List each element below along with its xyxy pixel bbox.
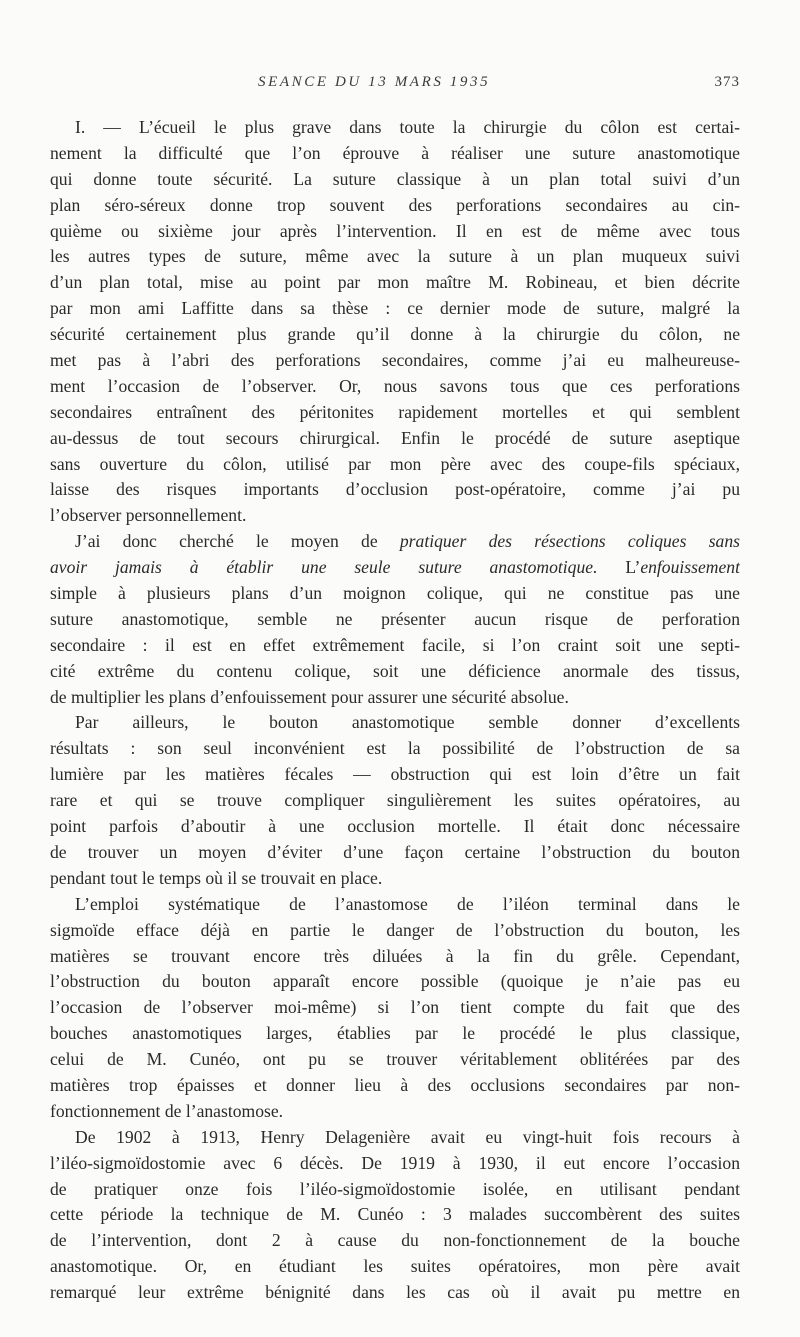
- line-text: au-dessus de tout secours chirurgical. Enfin le procédé de suture aseptique: [50, 427, 740, 448]
- text-line: [50, 1280, 740, 1306]
- line-text: résultats : son seul inconvénient est la possibilité de l’obstruction de sa: [50, 738, 740, 759]
- page-number: 373: [714, 74, 740, 90]
- text-line: [50, 1202, 740, 1228]
- italic-text: avoir jamais à établir une seule suture anastomotique.: [50, 557, 598, 578]
- running-title: SEANCE DU 13 MARS 1935: [258, 74, 491, 90]
- text-line: [50, 555, 740, 581]
- line-text: cette période la technique de M. Cunéo : 3 malades succombèrent des suites: [50, 1204, 740, 1225]
- text-line: [50, 452, 740, 478]
- text-line: [50, 244, 740, 270]
- text-line: [50, 193, 740, 219]
- line-text: J’ai donc cherché le moyen de: [75, 531, 400, 552]
- line-text: pendant tout le temps où il se trouvait en place.: [50, 867, 383, 888]
- text-line: [50, 918, 740, 944]
- text-line: [50, 115, 740, 141]
- line-text: l’observer personnellement.: [50, 505, 247, 526]
- text-line: [50, 1228, 740, 1254]
- text-line: [50, 840, 740, 866]
- text-line: [50, 426, 740, 452]
- line-text: L’: [597, 557, 641, 578]
- line-text: qui donne toute sécurité. La suture classique à un plan total suivi d’un: [50, 168, 740, 189]
- line-text: Par ailleurs, le bouton anastomotique semble donner d’excellents: [75, 712, 740, 733]
- text-line: [50, 995, 740, 1021]
- line-text: plan séro-séreux donne trop souvent des perforations secondaires au cin-: [50, 194, 740, 215]
- text-line: [50, 1021, 740, 1047]
- text-line: [50, 1099, 740, 1125]
- line-text: fonctionnement de l’anastomose.: [50, 1100, 284, 1121]
- line-text: celui de M. Cunéo, ont pu se trouver véritablement oblitérées par des: [50, 1049, 740, 1070]
- line-text: met pas à l’abri des perforations secondaires, comme j’ai eu malheureuse-: [50, 350, 740, 371]
- line-text: point parfois d’aboutir à une occlusion mortelle. Il était donc nécessaire: [50, 816, 740, 837]
- line-text: de l’intervention, dont 2 à cause du non-fonctionnement de la bouche: [50, 1230, 740, 1251]
- text-line: [50, 529, 740, 555]
- running-head: [0, 74, 800, 96]
- line-text: secondaires entraînent des péritonites rapidement mortelles et qui semblent: [50, 401, 740, 422]
- line-text: sans ouverture du côlon, utilisé par mon père avec des coupe-fils spéciaux,: [50, 453, 740, 474]
- text-line: [50, 348, 740, 374]
- line-text: bouches anastomotiques larges, établies par le procédé le plus classique,: [50, 1023, 740, 1044]
- body-text: [50, 115, 740, 1306]
- text-line: [50, 581, 740, 607]
- line-text: cité extrême du contenu colique, soit une déficience anormale des tissus,: [50, 660, 740, 681]
- line-text: nement la difficulté que l’on éprouve à réaliser une suture anastomotique: [50, 142, 740, 163]
- line-text: quième ou sixième jour après l’intervention. Il en est de même avec tous: [50, 220, 740, 241]
- text-line: [50, 607, 740, 633]
- line-text: secondaire : il est en effet extrêmement facile, si l’on craint soit une septi-: [50, 634, 740, 655]
- text-line: [50, 477, 740, 503]
- text-line: [50, 322, 740, 348]
- text-line: [50, 1073, 740, 1099]
- line-text: De 1902 à 1913, Henry Delagenière avait eu vingt-huit fois recours à: [75, 1126, 740, 1147]
- line-text: l’iléo-sigmoïdostomie avec 6 décès. De 1919 à 1930, il eut encore l’occasion: [50, 1152, 740, 1173]
- text-line: [50, 969, 740, 995]
- text-line: [50, 814, 740, 840]
- line-text: les autres types de suture, même avec la suture à un plan muqueux suivi: [50, 246, 740, 267]
- line-text: anastomotique. Or, en étudiant les suites opératoires, mon père avait: [50, 1256, 740, 1277]
- text-line: [50, 374, 740, 400]
- line-text: rare et qui se trouve compliquer singulièrement les suites opératoires, au: [50, 790, 740, 811]
- italic-text: pratiquer des résections coliques sans: [399, 531, 740, 552]
- line-text: I. — L’écueil le plus grave dans toute la chirurgie du côlon est certai-: [75, 117, 740, 137]
- text-line: [50, 762, 740, 788]
- text-line: [50, 1151, 740, 1177]
- text-line: [50, 167, 740, 193]
- text-line: [50, 788, 740, 814]
- line-text: de multiplier les plans d’enfouissement pour assurer une sécurité absolue.: [50, 686, 569, 707]
- line-text: matières trop épaisses et donner lieu à des occlusions secondaires par non-: [50, 1074, 740, 1095]
- text-line: [50, 219, 740, 245]
- text-line: [50, 1047, 740, 1073]
- line-text: lumière par les matières fécales — obstruction qui est loin d’être un fait: [50, 764, 740, 785]
- text-line: [50, 736, 740, 762]
- line-text: suture anastomotique, semble ne présenter aucun risque de perforation: [50, 608, 740, 629]
- italic-text: enfouissement: [640, 557, 740, 578]
- text-line: [50, 296, 740, 322]
- line-text: de trouver un moyen d’éviter d’une façon certaine l’obstruction du bouton: [50, 841, 740, 862]
- text-line: [50, 1254, 740, 1280]
- line-text: sigmoïde efface déjà en partie le danger de l’obstruction du bouton, les: [50, 919, 740, 940]
- text-line: [50, 659, 740, 685]
- line-text: l’obstruction du bouton apparaît encore possible (quoique je n’aie pas eu: [50, 971, 740, 992]
- text-line: [50, 400, 740, 426]
- text-line: [50, 944, 740, 970]
- line-text: par mon ami Laffitte dans sa thèse : ce dernier mode de suture, malgré la: [50, 298, 740, 319]
- text-line: [50, 710, 740, 736]
- line-text: sécurité certainement plus grande qu’il donne à la chirurgie du côlon, ne: [50, 324, 740, 345]
- line-text: remarqué leur extrême bénignité dans les cas où il avait pu mettre en: [50, 1282, 740, 1303]
- text-line: [50, 633, 740, 659]
- text-line: [50, 503, 740, 529]
- text-line: [50, 270, 740, 296]
- line-text: de pratiquer onze fois l’iléo-sigmoïdostomie isolée, en utilisant pendant: [50, 1178, 740, 1199]
- line-text: matières se trouvant encore très diluées à la fin du grêle. Cependant,: [50, 945, 740, 966]
- text-line: [50, 141, 740, 167]
- line-text: ment l’occasion de l’observer. Or, nous savons tous que ces perforations: [50, 375, 740, 396]
- text-line: [50, 1177, 740, 1203]
- text-line: [50, 685, 740, 711]
- text-line: [50, 892, 740, 918]
- line-text: d’un plan total, mise au point par mon maître M. Robineau, et bien décrite: [50, 272, 740, 293]
- line-text: l’occasion de l’observer moi-même) si l’on tient compte du fait que des: [50, 997, 740, 1018]
- line-text: laisse des risques importants d’occlusion post-opératoire, comme j’ai pu: [50, 479, 740, 500]
- text-line: [50, 1125, 740, 1151]
- line-text: L’emploi systématique de l’anastomose de l’iléon terminal dans le: [75, 893, 740, 914]
- line-text: simple à plusieurs plans d’un moignon colique, qui ne constitue pas une: [50, 583, 740, 604]
- text-line: [50, 866, 740, 892]
